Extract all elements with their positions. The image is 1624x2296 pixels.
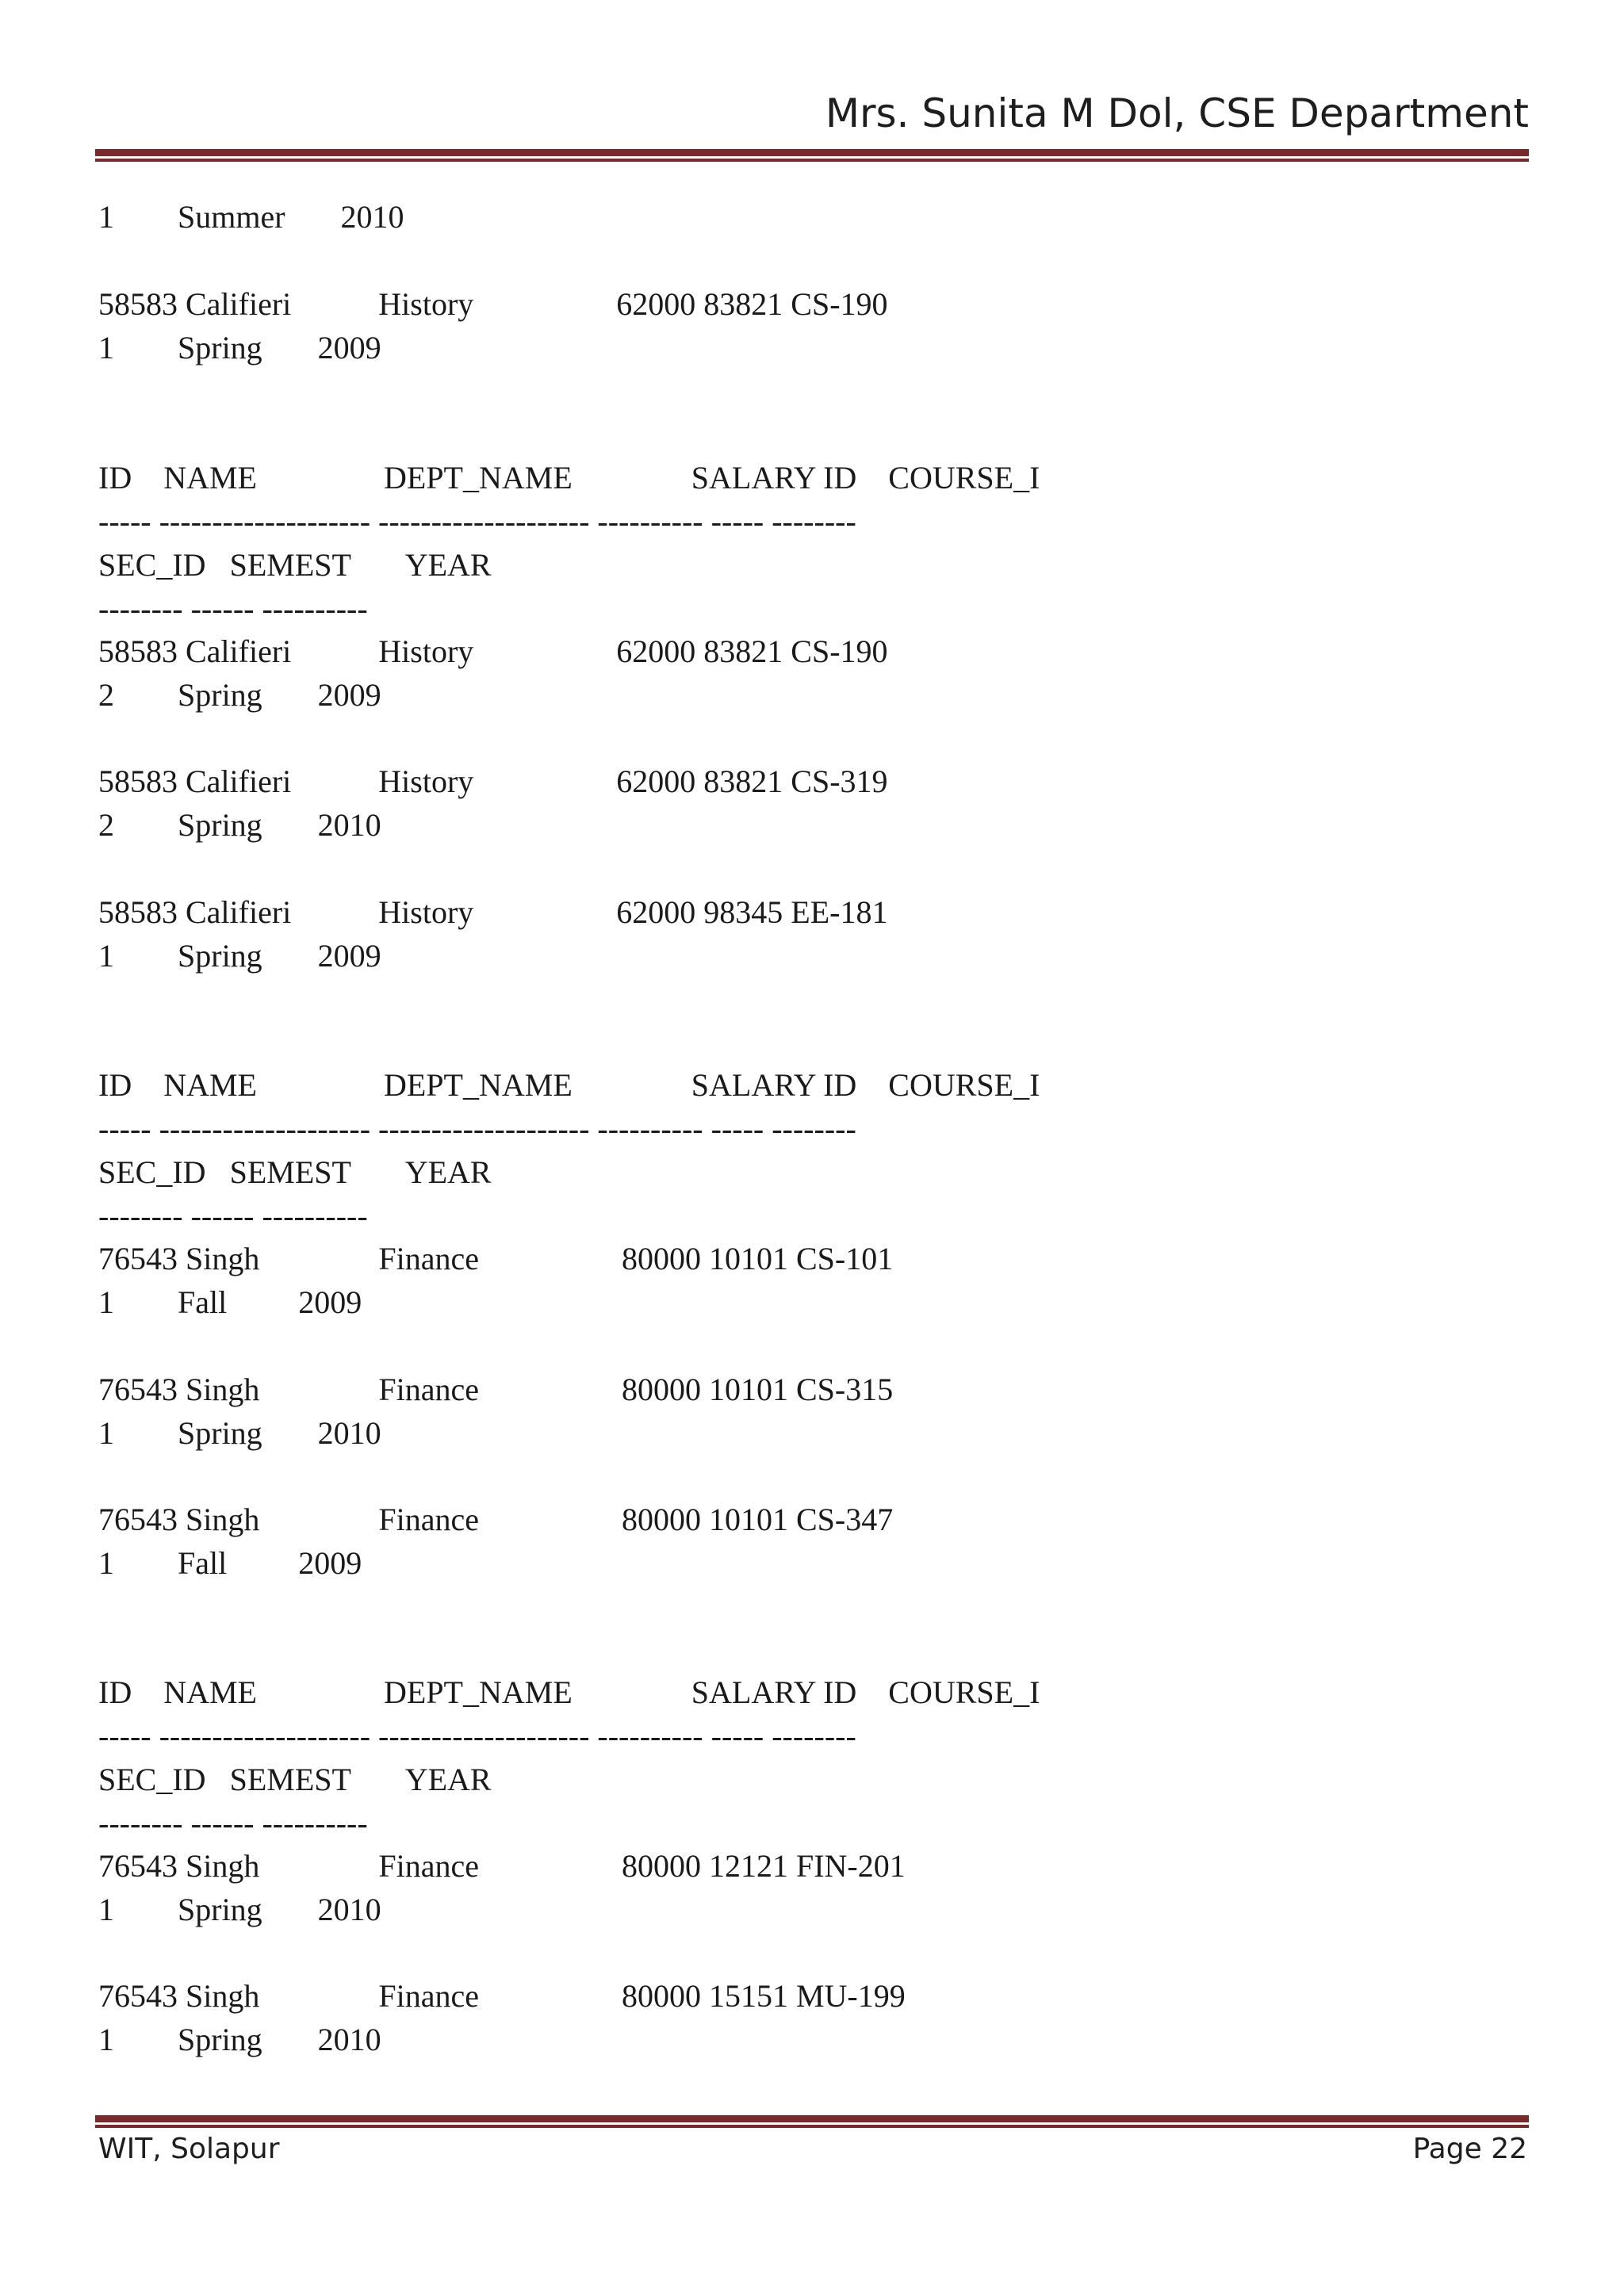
output-line: 1 Spring 2010 [98,2022,381,2057]
output-line: 58583 Califieri History 62000 83821 CS-190 [98,633,888,669]
output-line: 1 Fall 2009 [98,1284,362,1320]
output-line: 1 Summer 2010 [98,199,404,235]
page-number: Page 22 [1412,2133,1527,2165]
column-header-line: ID NAME DEPT_NAME SALARY ID COURSE_I [98,460,1040,496]
separator-line: ----- -------------------- -------------------- ---------- ----- -------- [98,503,856,539]
output-line: 58583 Califieri History 62000 83821 CS-319 [98,763,888,799]
output-line: 76543 Singh Finance 80000 10101 CS-101 [98,1241,894,1276]
output-line: 1 Spring 2010 [98,1892,381,1927]
output-line: 1 Fall 2009 [98,1545,362,1581]
column-header-line: ID NAME DEPT_NAME SALARY ID COURSE_I [98,1067,1040,1103]
separator-line: -------- ------ ---------- [98,591,368,626]
output-line: 2 Spring 2010 [98,807,381,843]
output-line: 76543 Singh Finance 80000 10101 CS-347 [98,1502,894,1537]
footer-institution: WIT, Solapur [98,2133,280,2165]
header-rule [95,149,1529,162]
output-line: 76543 Singh Finance 80000 15151 MU-199 [98,1978,906,2014]
output-line: 1 Spring 2010 [98,1415,381,1451]
column-header-line: SEC_ID SEMEST YEAR [98,1762,492,1797]
footer-rule [95,2115,1529,2128]
column-header-line: SEC_ID SEMEST YEAR [98,1154,492,1190]
column-header-line: SEC_ID SEMEST YEAR [98,547,492,583]
output-line: 76543 Singh Finance 80000 12121 FIN-201 [98,1848,906,1884]
output-line: 1 Spring 2009 [98,330,381,365]
separator-line: -------- ------ ---------- [98,1198,368,1234]
column-header-line: ID NAME DEPT_NAME SALARY ID COURSE_I [98,1674,1040,1710]
output-line: 1 Spring 2009 [98,938,381,974]
separator-line: ----- -------------------- -------------------- ---------- ----- -------- [98,1111,856,1146]
output-line: 58583 Califieri History 62000 83821 CS-190 [98,286,888,322]
page-header-title: Mrs. Sunita M Dol, CSE Department [825,90,1529,136]
output-line: 2 Spring 2009 [98,677,381,713]
output-line: 58583 Califieri History 62000 98345 EE-181 [98,894,888,930]
separator-line: -------- ------ ---------- [98,1805,368,1841]
separator-line: ----- -------------------- -------------------- ---------- ----- -------- [98,1718,856,1754]
output-line: 76543 Singh Finance 80000 10101 CS-315 [98,1372,894,1407]
